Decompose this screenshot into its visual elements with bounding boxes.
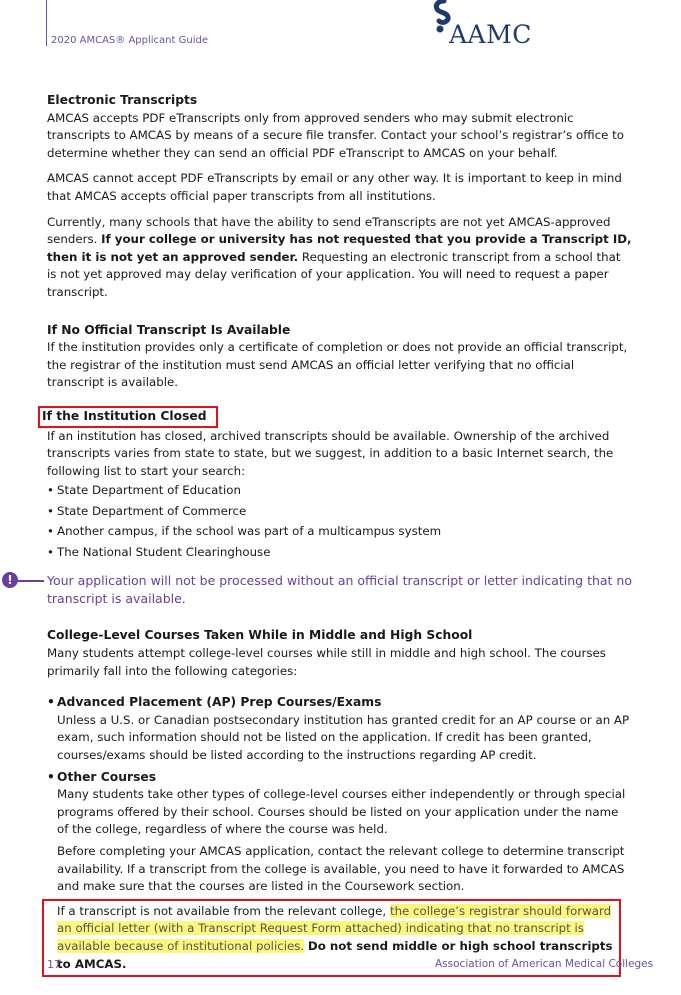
electronic-p3-bold: If your college or university has not requested that you provide a Transcript ID, then it is not yet an approved sender. xyxy=(47,232,632,264)
ap-courses-text: Unless a U.S. or Canadian postsecondary institution has granted credit for an AP course or an AP exam, such information should not be listed on the application. If credit has been granted, courses/exams should be listed according to the instructions regarding AP credit. xyxy=(57,712,630,762)
section-heading-no-official: If No Official Transcript Is Available xyxy=(47,322,291,337)
notice-text: Your application will not be processed without an official transcript or letter indicating that no transcript is available. xyxy=(47,573,633,606)
closed-heading-highlight-box xyxy=(38,406,218,428)
ap-courses-heading: • Advanced Placement (AP) Prep Courses/Exams xyxy=(47,694,632,712)
electronic-p3-start: Currently, many schools that have the ability to send eTranscripts are not yet AMCAS-approved senders. xyxy=(47,214,611,247)
header-rule xyxy=(46,0,47,46)
other-courses-heading: • Other Courses xyxy=(47,769,632,787)
electronic-p3-end: Requesting an electronic transcript from a school that is not yet approved may delay verification of your application. You will need to request a paper transcript. xyxy=(47,249,621,299)
before-completing-text: Before completing your AMCAS application, contact the relevant college to determine transcript availability. If a transcript from the college is available, you need to have it forwarded to AMCAS and make sure that the courses are listed in the Coursework section. xyxy=(57,843,625,894)
section-heading-electronic: Electronic Transcripts xyxy=(47,93,198,107)
no-official-paragraph: If the institution provides only a certificate of completion or does not provide an official transcript, the registrar of the institution must send AMCAS an official letter verifying that no official transcript is available. xyxy=(47,340,628,390)
boxed-start: If a transcript is not available from the relevant college, xyxy=(57,903,387,918)
boxed-bold-warning: Do not send middle or high school transcripts to AMCAS. xyxy=(57,938,613,971)
page-number: 17 xyxy=(47,958,61,971)
guide-title: 2020 AMCAS® Applicant Guide xyxy=(51,35,208,46)
electronic-paragraph-3 xyxy=(47,214,632,302)
list-item: • State Department of Education xyxy=(47,482,632,500)
electronic-paragraph-1: AMCAS accepts PDF eTranscripts only from approved senders who may submit electronic transcripts to AMCAS by means of a secure file transfer. Contact your school’s registrar’s office to determine whether they can send an official PDF eTranscript to AMCAS on your behalf. xyxy=(47,110,625,160)
notice-rule xyxy=(18,580,44,582)
main-content xyxy=(7,92,633,977)
section-heading-college-level: College-Level Courses Taken While in Middle and High School xyxy=(47,628,473,643)
list-item: • The National Student Clearinghouse xyxy=(47,544,632,562)
exclamation-icon: ! xyxy=(2,572,18,588)
closed-bullet-list xyxy=(47,482,632,561)
college-level-paragraph: Many students attempt college-level courses while still in middle and high school. The courses primarily fall into the following categories: xyxy=(47,646,606,678)
aamc-logo xyxy=(433,0,543,48)
electronic-paragraph-2: AMCAS cannot accept PDF eTranscripts by email or any other way. It is important to keep in mind that AMCAS accepts official paper transcripts from all institutions. xyxy=(47,171,622,203)
footer-organization: Association of American Medical Colleges xyxy=(435,958,654,970)
notice-callout xyxy=(7,572,633,607)
closed-paragraph: If an institution has closed, archived transcripts should be available. Ownership of the archived transcripts varies from state to state, but we suggest, in addition to a basic Internet search, the following list to start your search: xyxy=(47,428,614,478)
other-courses-text: Many students take other types of college-level courses either independently or through special programs offered by their school. Courses should be listed on your application under the name of the college, regardless of where the course was held. xyxy=(57,787,626,837)
section-heading-closed: If the Institution Closed xyxy=(42,408,207,423)
aamc-logo-text: AAMC xyxy=(449,20,532,49)
highlighted-text: the college’s registrar should forward an official letter (with a Transcript Request Form attached) indicating that no transcript is available because of institutional policies. xyxy=(57,903,612,953)
list-item: • State Department of Commerce xyxy=(47,503,632,521)
list-item: • Another campus, if the school was part of a multicampus system xyxy=(47,523,632,541)
